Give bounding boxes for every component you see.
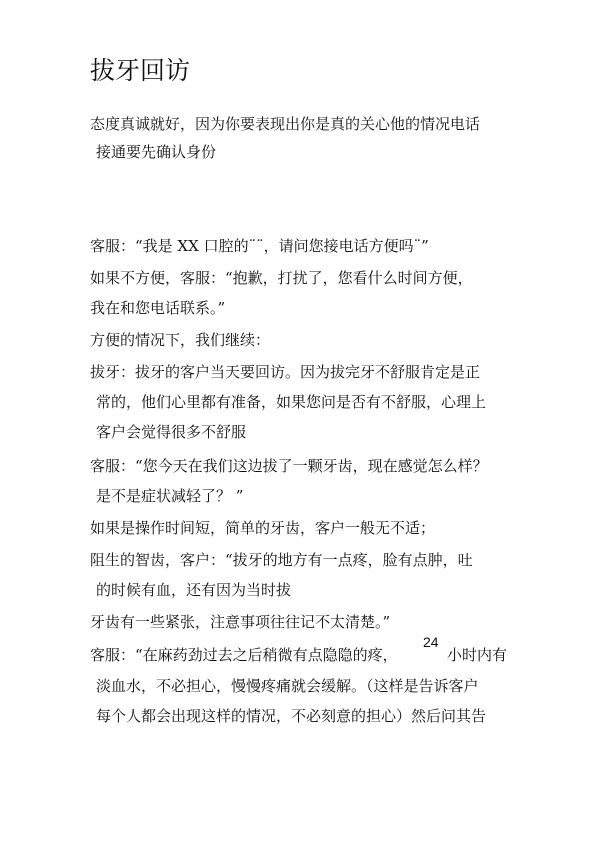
paragraph-line: 接通要先确认身份: [96, 143, 217, 161]
document-title: 拔牙回访: [90, 56, 191, 85]
paragraph-line: 牙齿有一些紧张，注意事项往往记不太清楚。”: [90, 613, 391, 631]
paragraph-line: 拔牙：拔牙的客户当天要回访。因为拔完牙不舒服肯定是正: [90, 363, 481, 381]
paragraph-line-continuation: 小时内有: [447, 646, 508, 664]
paragraph-line: 常的，他们心里都有准备，如果您问是否有不舒服，心理上: [96, 393, 487, 411]
paragraph-line: 如果不方便，客服：“抱歉，打扰了，您看什么时间方便，: [90, 269, 473, 287]
paragraph-line: 淡血水，不必担心，慢慢疼痛就会缓解。（这样是告诉客户: [96, 677, 479, 695]
paragraph-line: 每个人都会出现这样的情况，不必刻意的担心）然后问其告: [96, 707, 487, 725]
paragraph-line: 方便的情况下，我们继续：: [90, 331, 271, 349]
paragraph-line: 是不是症状减轻了？ ”: [96, 487, 244, 505]
paragraph-line: 客户会觉得很多不舒服: [96, 423, 247, 441]
paragraph-line: 如果是操作时间短，简单的牙齿，客户一般无不适；: [90, 519, 436, 537]
paragraph-line: 态度真诚就好，因为你要表现出你是真的关心他的情况电话: [90, 115, 481, 133]
paragraph-line: 客服：“在麻药劲过去之后稍微有点隐隐的疼，: [90, 646, 398, 664]
hours-number: 24: [423, 634, 439, 650]
paragraph-line: 客服：“我是 XX 口腔的¨¨，请问您接电话方便吗¨”: [90, 237, 429, 255]
paragraph-line: 的时候有血，还有因为当时拔: [96, 581, 292, 599]
paragraph-line: 阻生的智齿，客户：“拔牙的地方有一点疼，脸有点肿，吐: [90, 551, 473, 569]
paragraph-line: 我在和您电话联系。”: [90, 299, 226, 317]
paragraph-line: 客服：“您今天在我们这边拔了一颗牙齿，现在感觉怎么样？: [90, 457, 488, 475]
